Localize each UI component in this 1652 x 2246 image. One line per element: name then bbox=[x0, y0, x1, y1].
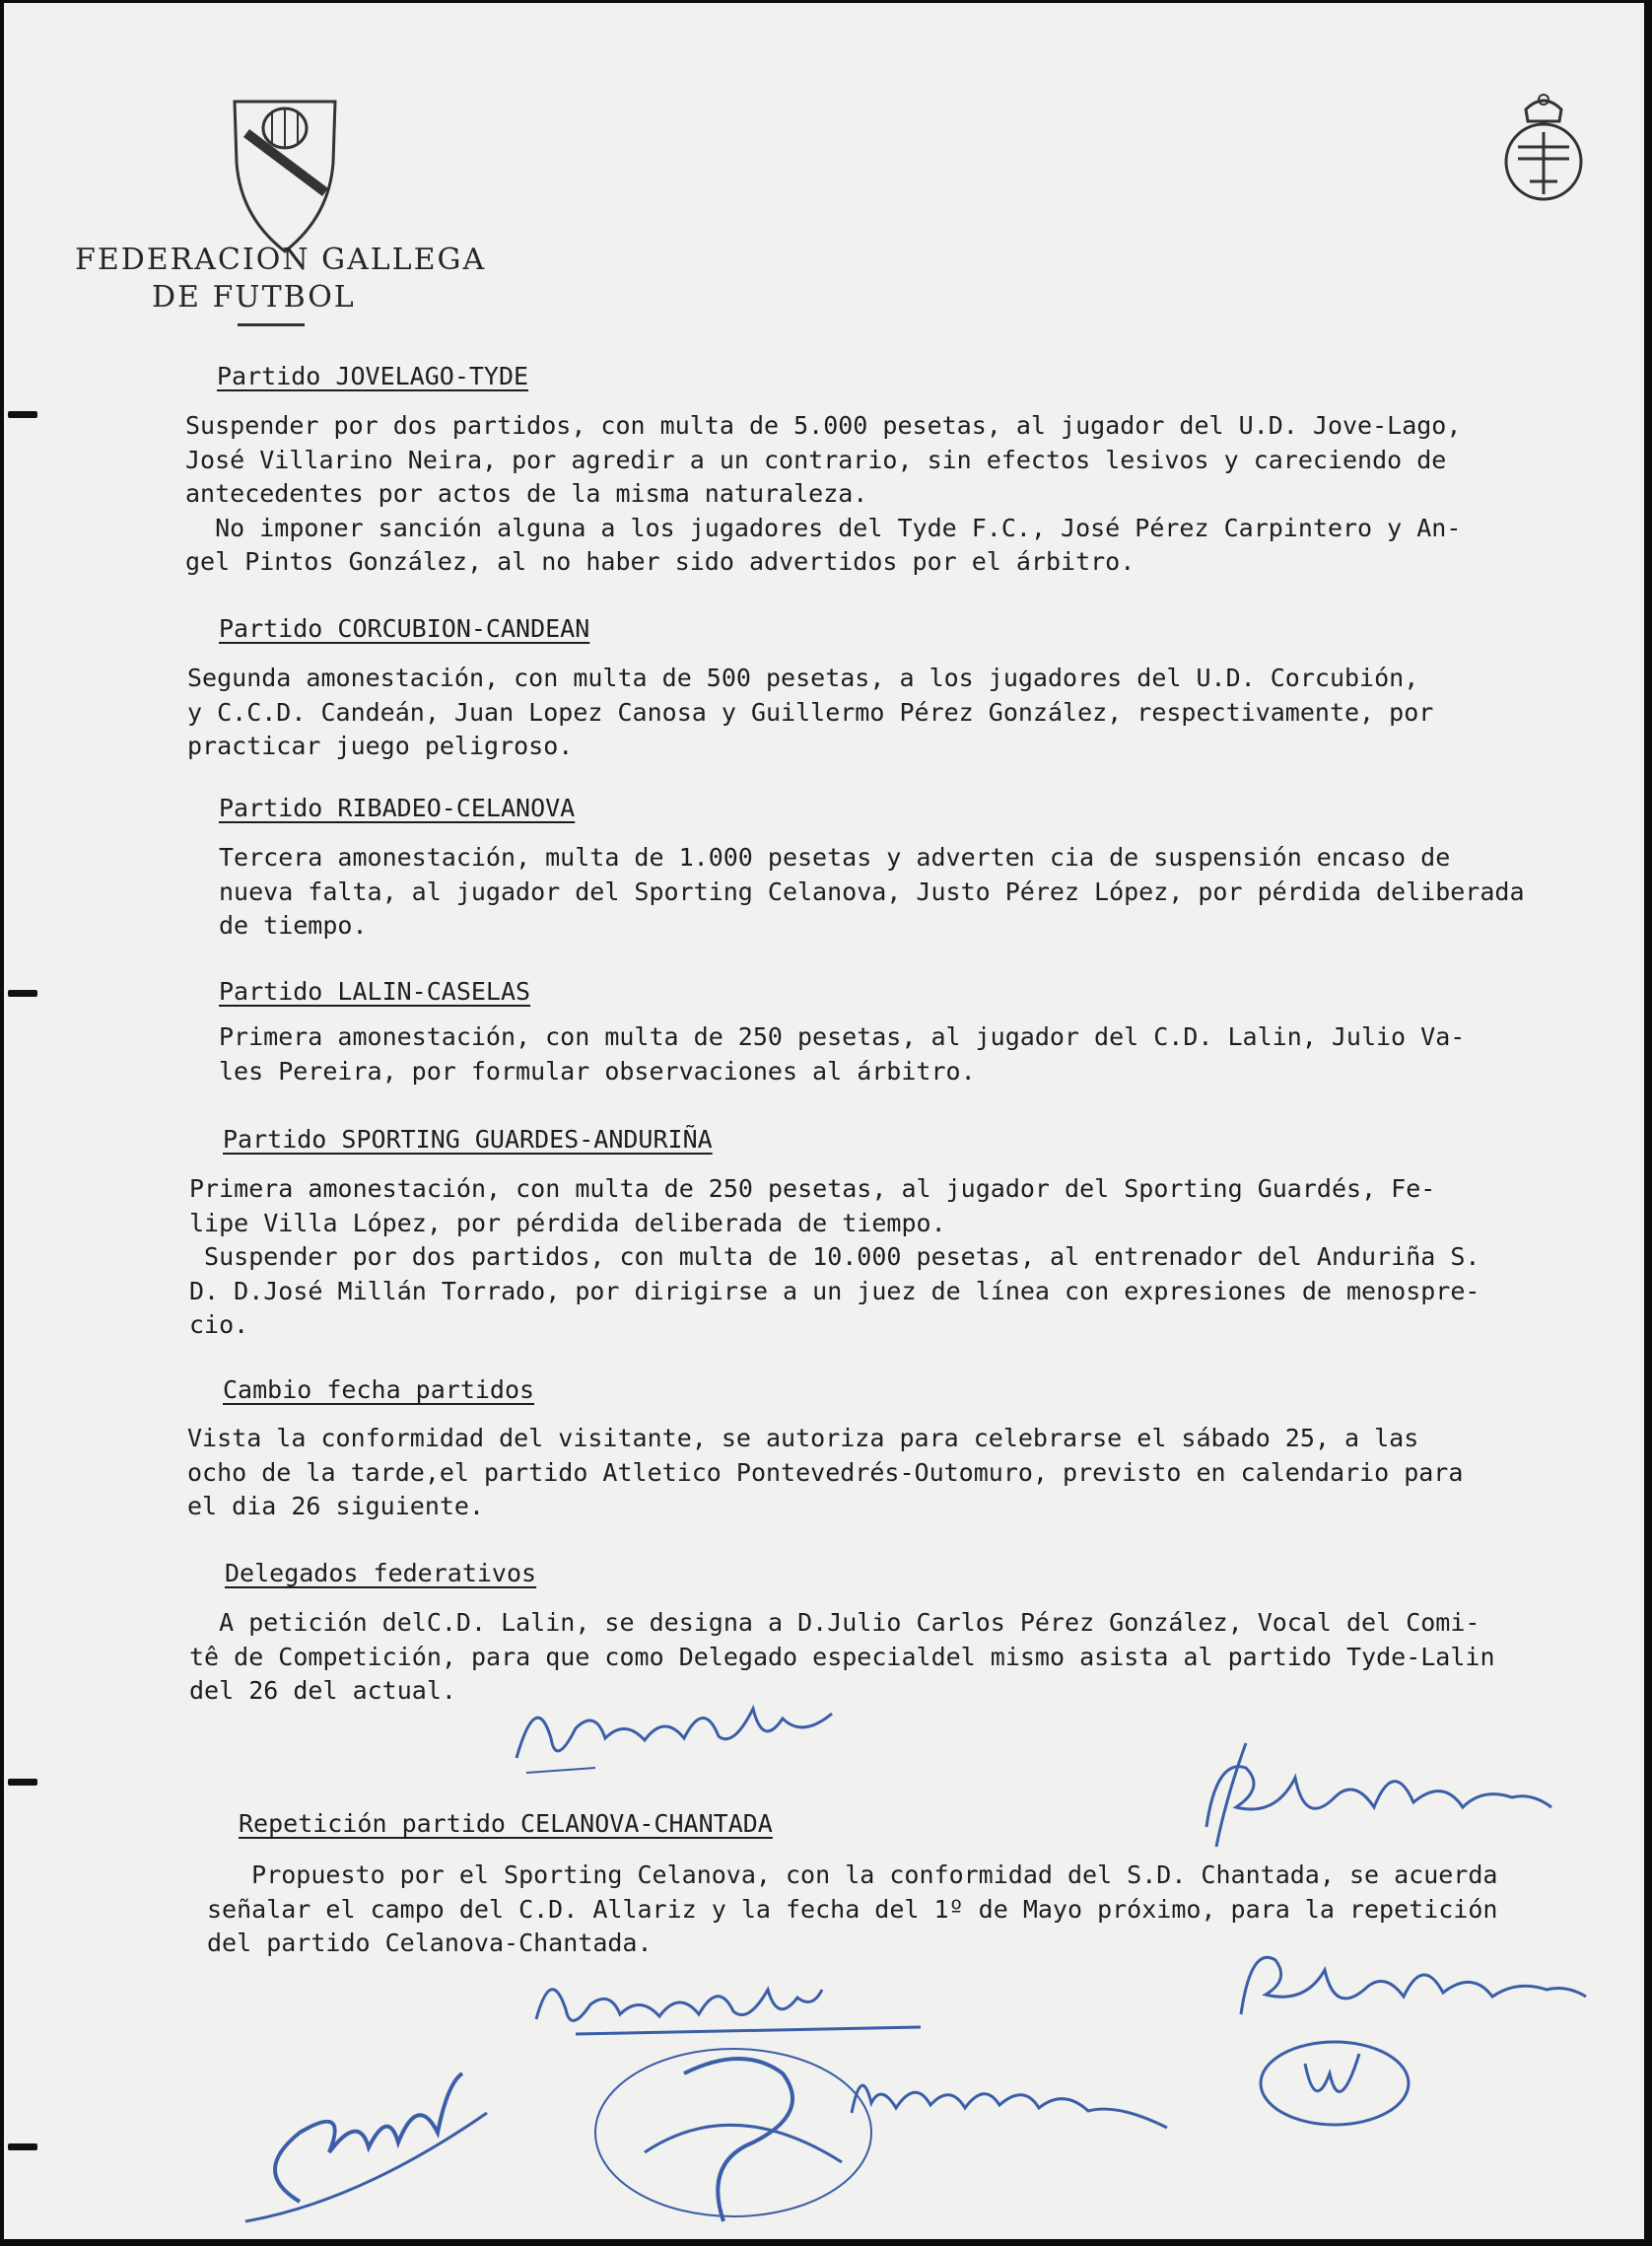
section-body: Primera amonestación, con multa de 250 pesetas, al jugador del Sporting Guardés, Fe- lipe Villa López, por pérdida deliberada de tiempo. Suspender por dos partidos, con multa de 10.000 pesetas, al entrenador del Anduriña S. D. D.José Millán Torrado, por dirigirse a un juez de línea con expresiones de menospre- cio. bbox=[189, 1174, 1480, 1339]
section-heading: Partido LALIN-CASELAS bbox=[219, 977, 531, 1006]
section-body: Primera amonestación, con multa de 250 pesetas, al jugador del C.D. Lalin, Julio Va- les Pereira, por formular observaciones al árbitro. bbox=[219, 1022, 1466, 1086]
section-body: Vista la conformidad del visitante, se autoriza para celebrarse el sábado 25, a las ocho de la tarde,el partido Atletico Pontevedrés-Outomuro, previsto en calendario para el dia 26 siguiente. bbox=[187, 1424, 1464, 1520]
binder-hole bbox=[8, 1779, 37, 1786]
section-heading: Repetición partido CELANOVA-CHANTADA bbox=[239, 1809, 773, 1838]
document-page bbox=[4, 3, 1644, 2239]
section-body: A petición delC.D. Lalin, se designa a D.Julio Carlos Pérez González, Vocal del Comi- tê de Competición, para que como Delegado especialdel mismo asista al partido Tyde-Lalin del 26 del actual. bbox=[189, 1608, 1495, 1705]
signature-4 bbox=[1221, 1935, 1596, 2133]
signature-2 bbox=[1187, 1738, 1561, 1857]
signature-5 bbox=[241, 2054, 497, 2231]
section-body: Suspender por dos partidos, con multa de 5.000 pesetas, al jugador del U.D. Jove-Lago, José Villarino Neira, por agredir a un contrario, sin efectos lesivos y careciendo de antecedentes por actos de la misma naturaleza. No imponer sanción alguna a los jugadores del Tyde F.C., José Pérez Carpintero y An- gel Pintos González, al no haber sido advertidos por el árbitro. bbox=[185, 411, 1462, 576]
signature-1 bbox=[507, 1679, 852, 1788]
section-heading: Partido SPORTING GUARDES-ANDURIÑA bbox=[223, 1125, 713, 1154]
binder-hole bbox=[8, 411, 37, 418]
binder-hole bbox=[8, 990, 37, 997]
section-heading: Partido JOVELAGO-TYDE bbox=[217, 362, 529, 390]
binder-hole bbox=[8, 2143, 37, 2150]
section-body: Tercera amonestación, multa de 1.000 pesetas y adverten cia de suspensión encaso de nueva falta, al jugador del Sporting Celanova, Justo Pérez López, por pérdida deliberada de tiempo. bbox=[219, 843, 1525, 940]
section-heading: Partido CORCUBION-CANDEAN bbox=[219, 614, 590, 643]
section-heading: Cambio fecha partidos bbox=[223, 1375, 535, 1404]
section-heading: Delegados federativos bbox=[225, 1559, 537, 1587]
org-name-line1: FEDERACION GALLEGA bbox=[75, 243, 487, 277]
section-body: Segunda amonestación, con multa de 500 pesetas, a los jugadores del U.D. Corcubión, y C.C.D. Candeán, Juan Lopez Canosa y Guillermo Pérez González, respectivamente, por practicar juego peligroso. bbox=[187, 664, 1434, 760]
section-body: Propuesto por el Sporting Celanova, con la conformidad del S.D. Chantada, se acuerda señalar el campo del C.D. Allariz y la fecha del 1º de Mayo próximo, para la repetición del partido Celanova-Chantada. bbox=[207, 1860, 1498, 1957]
signature-7 bbox=[842, 2054, 1187, 2162]
section-heading: Partido RIBADEO-CELANOVA bbox=[219, 794, 576, 822]
org-name-line2: DE FUTBOL bbox=[152, 280, 356, 315]
